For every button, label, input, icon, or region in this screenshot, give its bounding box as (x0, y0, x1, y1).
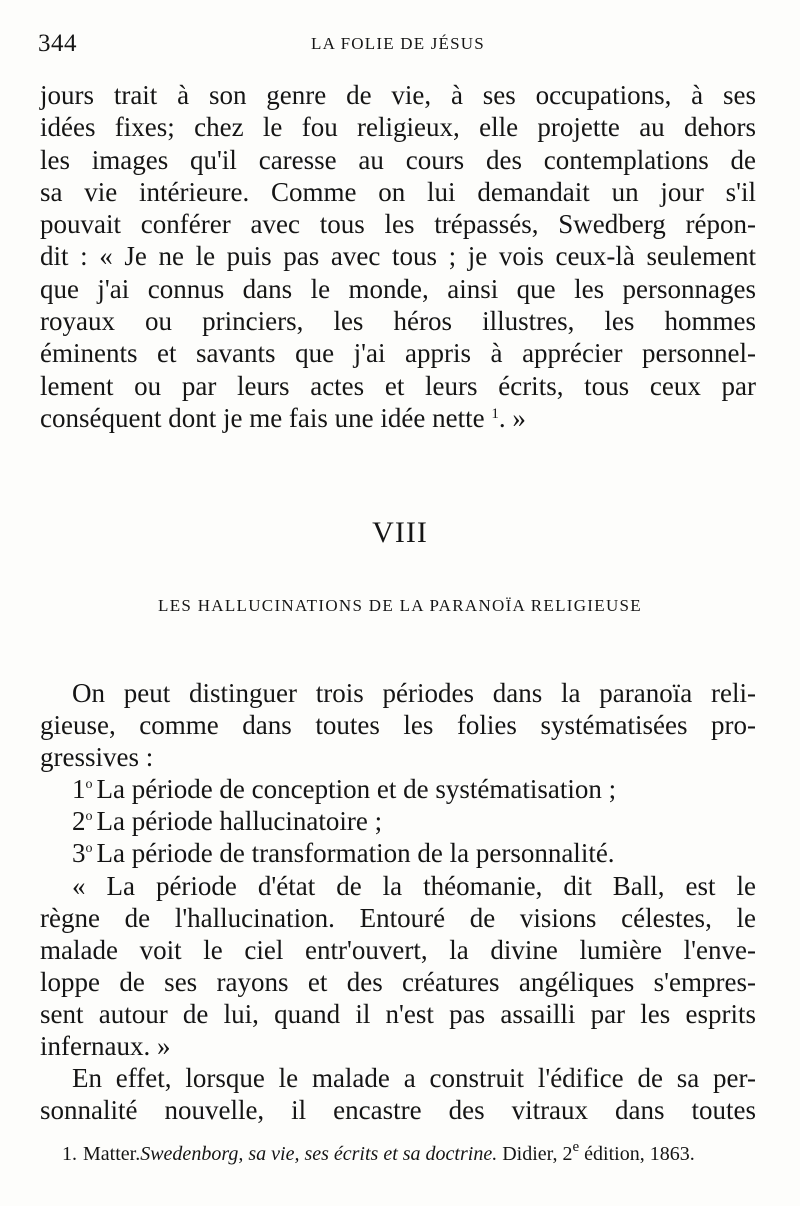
text-line-last (40, 402, 756, 434)
text-line: En effet, lorsque le malade a construit l'édifice de sa per- (72, 1063, 756, 1094)
text-line: sonnalité nouvelle, il encastre des vitraux dans toutes (40, 1095, 756, 1126)
text-line: dit : « Je ne le puis pas avec tous ; je vois ceux-là seulement (40, 241, 756, 272)
text-line: On peut distinguer trois périodes dans la paranoïa reli- (72, 678, 756, 708)
period-item (40, 805, 756, 837)
text-line: les images qu'il caresse au cours des contemplations de (40, 144, 756, 175)
footnote-publisher: Didier, 2 (502, 1143, 573, 1165)
text-line: pouvait conférer avec tous les trépassés, Swedberg répon- (40, 209, 756, 240)
footnote (62, 1139, 758, 1166)
text-line: lement ou par leurs actes et leurs écrits, tous ceux par (40, 370, 756, 401)
text-line: idées fixes; chez le fou religieux, elle projette au dehors (40, 112, 756, 143)
footnote-number: 1. (62, 1143, 77, 1165)
main-body (40, 677, 756, 1126)
text-line: infernaux. » (40, 1031, 171, 1062)
footnote-marker: 1 (491, 405, 499, 422)
footnote-author: Matter. (83, 1143, 141, 1165)
text-line: sa vie intérieure. Comme on lui demandait un jour s'il (40, 176, 756, 207)
text-line: gressives : (40, 742, 154, 773)
text-fragment: conséquent dont je me fais une idée nette (40, 402, 485, 433)
footnote-edition-sup: e (572, 1139, 580, 1155)
period-number: 1 (72, 774, 86, 805)
period-number: 3 (72, 838, 86, 869)
text-line: que j'ai connus dans le monde, ainsi que les personnages (40, 273, 756, 304)
period-item (40, 773, 756, 805)
text-line: règne de l'hallucination. Entouré de visions célestes, le (40, 902, 756, 933)
ordinal-mark: o (85, 841, 93, 857)
text-line: sent autour de lui, quand il n'est pas assailli par les esprits (40, 998, 756, 1029)
footnote-work-title: Swedenborg, sa vie, ses écrits et sa doctrine. (140, 1143, 498, 1165)
text-line: loppe de ses rayons et des créatures angéliques s'empres- (40, 966, 756, 997)
period-text: La période de conception et de systématisation ; (96, 774, 617, 805)
text-line: éminents et savants que j'ai appris à apprécier personnel- (40, 338, 756, 369)
running-head (38, 30, 758, 60)
ordinal-mark: o (85, 777, 93, 793)
text-line: gieuse, comme dans toutes les folies systématisées pro- (40, 710, 756, 741)
text-line: jours trait à son genre de vie, à ses occupations, à ses (40, 80, 756, 110)
text-line: malade voit le ciel entr'ouvert, la divine lumière l'enve- (40, 934, 756, 965)
running-title: LA FOLIE DE JÉSUS (311, 34, 485, 53)
section-number: VIII (372, 516, 428, 549)
section-title: LES HALLUCINATIONS DE LA PARANOÏA RELIGIEUSE (158, 596, 642, 615)
period-text: La période hallucinatoire ; (96, 806, 383, 837)
text-line: « La période d'état de la théomanie, dit Ball, est le (72, 870, 756, 901)
period-text: La période de transformation de la personnalité. (96, 838, 615, 869)
closing-quote: . » (498, 402, 526, 433)
top-paragraph (40, 79, 756, 434)
period-number: 2 (72, 806, 86, 837)
period-item (40, 837, 756, 869)
page-number: 344 (38, 30, 77, 57)
ordinal-mark: o (85, 809, 93, 825)
footnote-edition: édition, 1863. (579, 1143, 695, 1165)
text-line: royaux ou princiers, les héros illustres, les hommes (40, 306, 756, 337)
